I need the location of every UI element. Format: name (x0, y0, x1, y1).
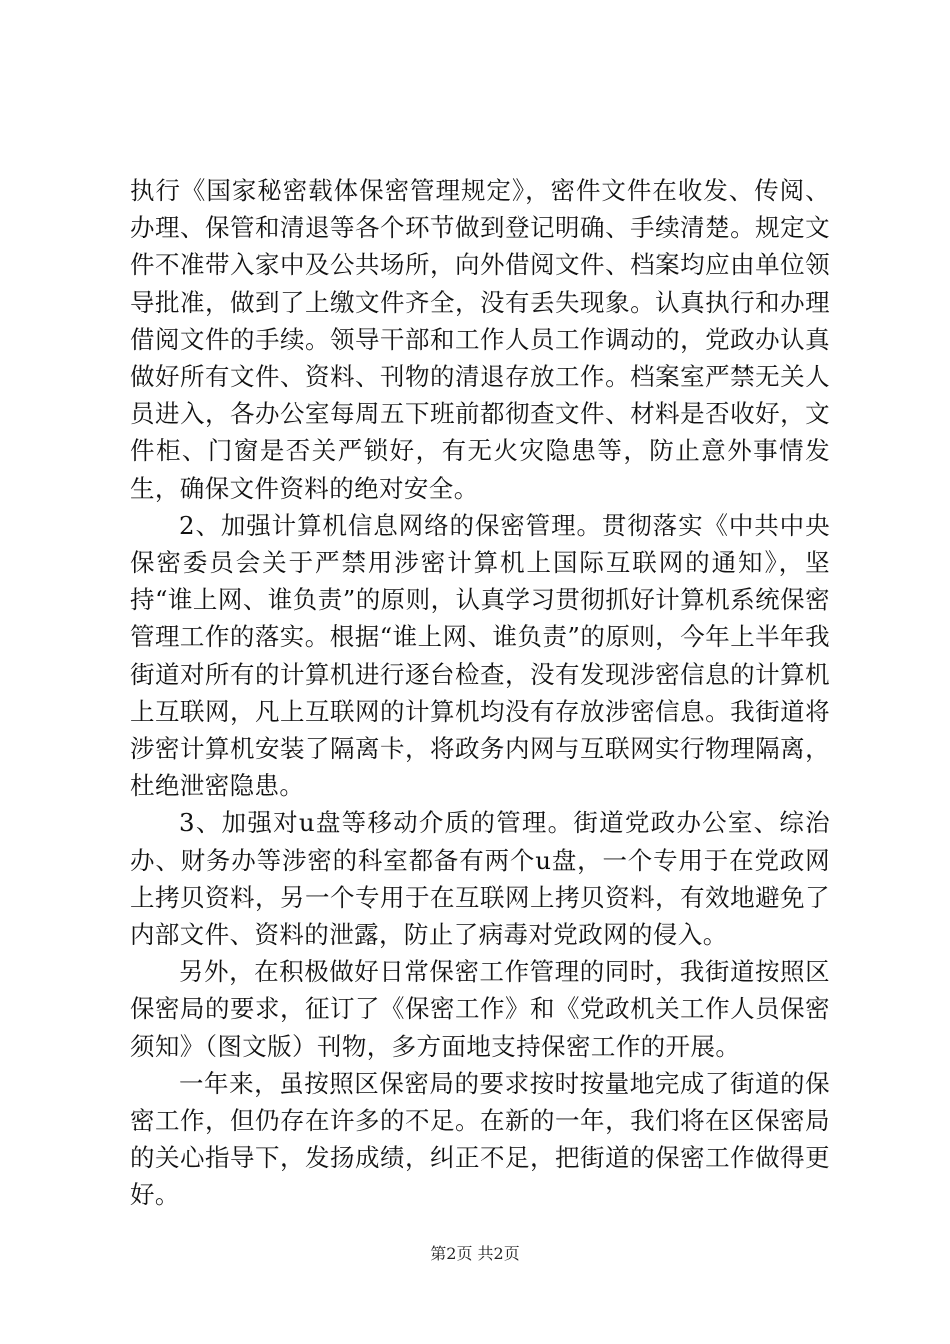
paragraph-1: 执行《国家秘密载体保密管理规定》，密件文件在收发、传阅、办理、保管和清退等各个环节做到登记明确、手续清楚。规定文件不准带入家中及公共场所，向外借阅文件、档案均应由单位领导批准，做到了上缴文件齐全，没有丢失现象。认真执行和办理借阅文件的手续。领导干部和工作人员工作调动的，党政办认真做好所有文件、资料、刊物的清退存放工作。档案室严禁无关人员进入，各办公室每周五下班前都彻查文件、材料是否收好，文件柜、门窗是否关严锁好，有无火灾隐患等，防止意外事情发生，确保文件资料的绝对安全。 (130, 176, 830, 503)
paragraph-2: 2、加强计算机信息网络的保密管理。贯彻落实《中共中央保密委员会关于严禁用涉密计算机上国际互联网的通知》，坚持“谁上网、谁负责”的原则，认真学习贯彻抓好计算机系统保密管理工作的落实。根据“谁上网、谁负责”的原则，今年上半年我街道对所有的计算机进行逐台检查，没有发现涉密信息的计算机上互联网，凡上互联网的计算机均没有存放涉密信息。我街道将涉密计算机安装了隔离卡，将政务内网与互联网实行物理隔离，杜绝泄密隐患。 (130, 510, 830, 801)
page-footer: 第2页 共2页 (430, 1244, 520, 1263)
paragraph-3: 3、加强对u盘等移动介质的管理。街道党政办公室、综治办、财务办等涉密的科室都备有两个u盘，一个专用于在党政网上拷贝资料，另一个专用于在互联网上拷贝资料，有效地避免了内部文件、资料的泄露，防止了病毒对党政网的侵入。 (130, 808, 830, 950)
document-body (130, 172, 830, 1214)
paragraph-4: 另外，在积极做好日常保密工作管理的同时，我街道按照区保密局的要求，征订了《保密工作》和《党政机关工作人员保密须知》（图文版）刊物，多方面地支持保密工作的开展。 (130, 957, 830, 1061)
paragraph-5: 一年来，虽按照区保密局的要求按时按量地完成了街道的保密工作，但仍存在许多的不足。在新的一年，我们将在区保密局的关心指导下，发扬成绩，纠正不足，把街道的保密工作做得更好。 (130, 1068, 830, 1210)
